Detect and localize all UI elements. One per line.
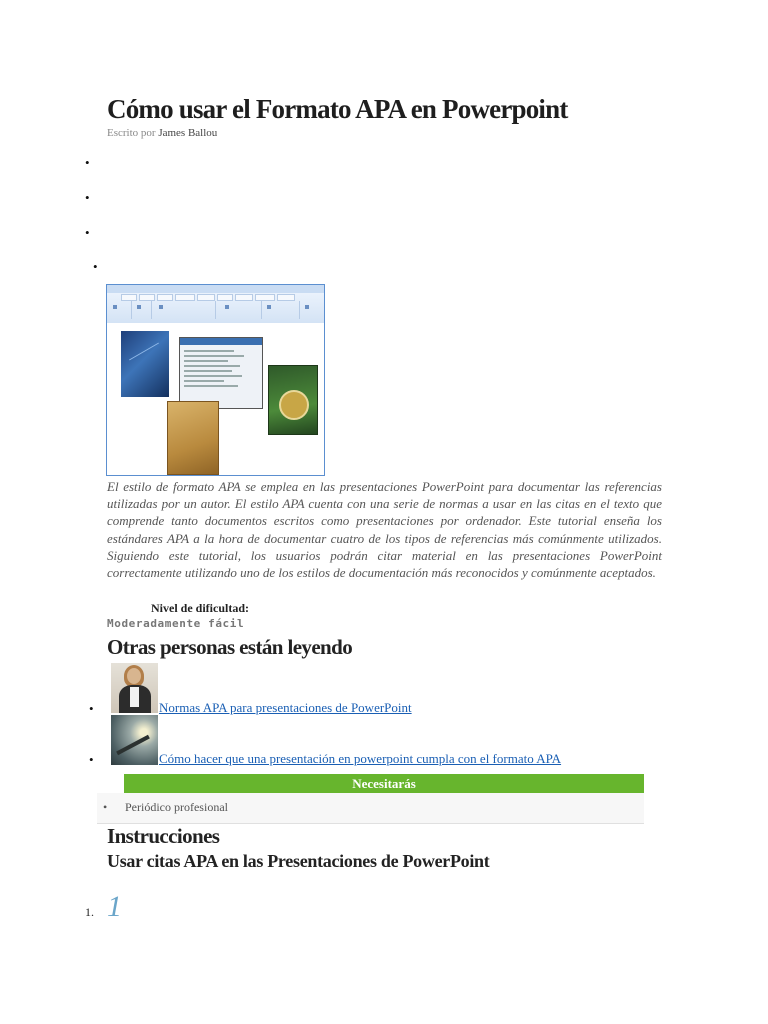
related-bullet-1: • [89,701,94,716]
related-bullet-2: • [89,752,94,767]
image-canvas [107,323,324,476]
needs-item: Periódico profesional [125,800,228,814]
related-thumb-sky[interactable] [111,715,158,765]
blue-book-cover [121,331,169,397]
difficulty-label: Nivel de dificultad: [151,601,249,615]
image-titlebar [107,285,324,293]
share-bullet-3: • [85,225,90,240]
related-link-1[interactable]: Normas APA para presentaciones de PowerPoint [159,700,412,715]
byline-prefix: Escrito por [107,127,156,139]
step-big-number: 1 [107,890,122,923]
image-ribbon [107,293,324,324]
share-bullet-2: • [85,190,90,205]
needs-bullet: • [103,800,108,814]
tan-book-cover [167,401,219,475]
difficulty-value: Moderadamente fácil [107,617,245,630]
share-bullet-1: • [85,155,90,170]
share-bullet-4: • [93,259,98,274]
step-number: 1. [85,905,94,919]
author-name[interactable]: James Ballou [158,127,218,139]
others-reading-heading: Otras personas están leyendo [107,635,353,659]
badge-icon [279,390,309,420]
article-image [106,284,325,476]
instructions-subheading: Usar citas APA en las Presentaciones de PowerPoint [107,851,490,871]
green-book-cover [268,365,318,435]
page-title: Cómo usar el Formato APA en Powerpoint [107,94,568,124]
related-link-2[interactable]: Cómo hacer que una presentación en powerpoint cumpla con el formato APA [159,751,562,766]
window-screenshot [179,337,263,409]
instructions-heading: Instrucciones [107,824,220,848]
related-thumb-woman[interactable] [111,663,158,713]
article-intro: El estilo de formato APA se emplea en las presentaciones PowerPoint para documentar las referencias utilizadas por un autor. El estilo APA cuenta con una serie de normas a usar en las citas en el texto que comprende tanto documentos escritos como presentaciones por ordenador. Este tutorial enseña los estándares APA a la hora de documentar cuatro de los tipos de referencias más comúnmente utilizados. Siguiendo este tutorial, los usuarios podrán citar material en las presentaciones PowerPoint correctamente utilizando uno de los estilos de documentación más reconocidos y comúnmente aceptados. [107,479,662,581]
needs-heading: Necesitarás [124,774,644,793]
byline [107,127,217,139]
